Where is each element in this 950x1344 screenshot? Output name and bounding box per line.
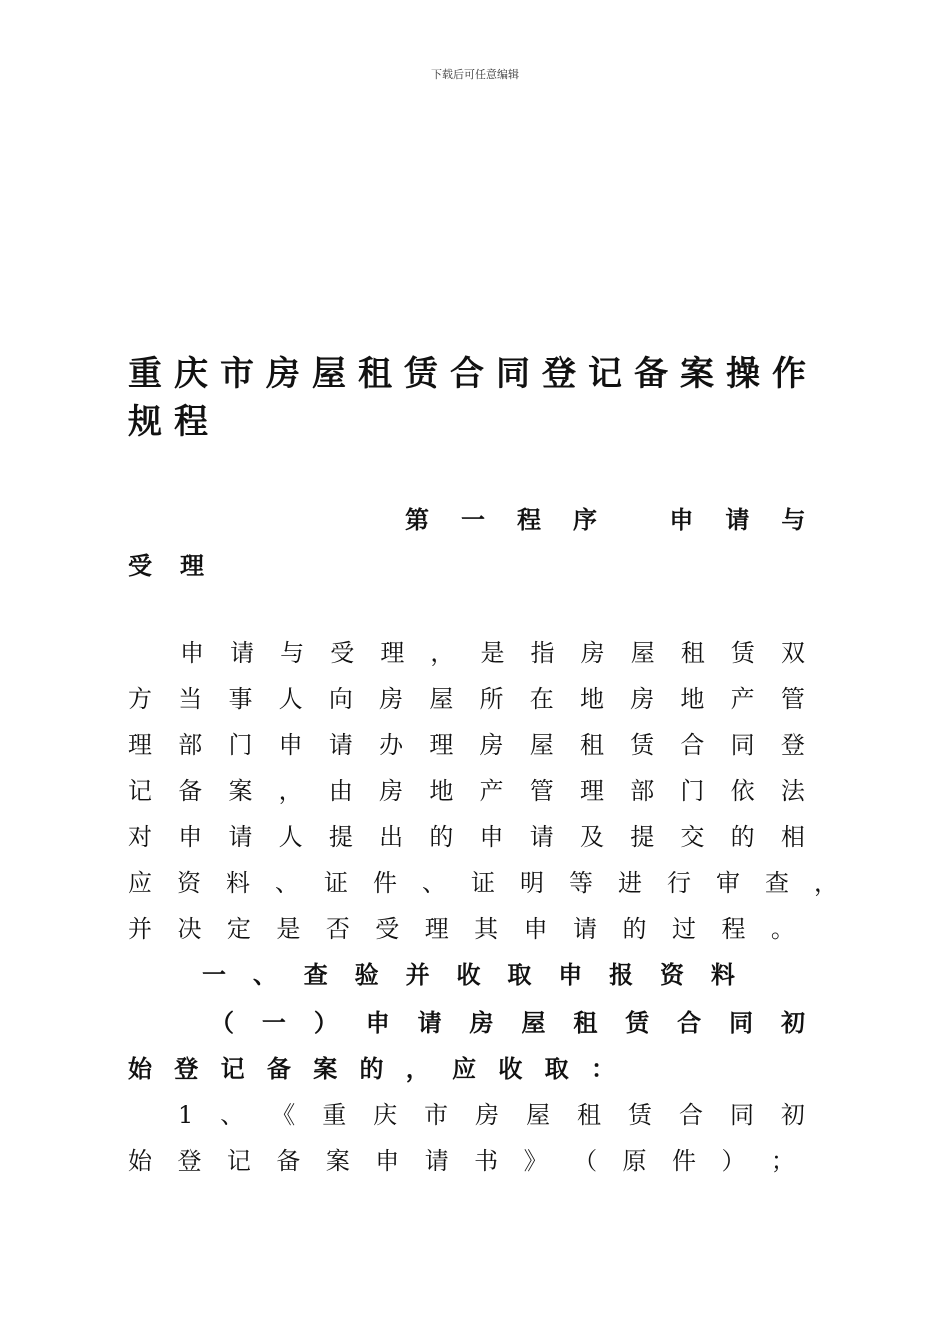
text-char: 庆 (373, 1101, 398, 1129)
text-char: 案 (228, 777, 253, 805)
text-char: 在 (529, 685, 554, 713)
text-char: 双 (780, 639, 805, 667)
text-char: 人 (278, 823, 303, 851)
text-char: 请 (417, 1008, 442, 1037)
text-char: 验 (354, 960, 379, 989)
text-char: 对 (128, 823, 152, 851)
text-char: 请 (573, 915, 598, 943)
text-char: 地 (680, 685, 705, 713)
text-char: 的 (622, 915, 647, 943)
text-char: 请 (230, 639, 255, 667)
text-char: 申 (278, 731, 303, 759)
text-char: 审 (716, 869, 740, 897)
text-char: 向 (328, 685, 353, 713)
text-char: 受 (330, 639, 355, 667)
text-char: 件 (373, 869, 397, 897)
subsection-heading (128, 1052, 615, 1086)
text-char: 取 (544, 1054, 569, 1083)
text-char: 理 (380, 639, 405, 667)
text-char: 屋 (429, 685, 454, 713)
text-char: 法 (780, 777, 805, 805)
text-char: 房 (479, 731, 504, 759)
text-char: 及 (579, 823, 604, 851)
text-char: 交 (680, 823, 705, 851)
text-char: 申 (523, 915, 548, 943)
text-char: 市 (424, 1101, 449, 1129)
text-char: 方 (128, 685, 152, 713)
paragraph-line (128, 728, 805, 762)
text-char: 门 (228, 731, 253, 759)
paragraph-line (180, 636, 805, 670)
text-char: 理 (128, 731, 152, 759)
text-char: 房 (379, 777, 404, 805)
text-char: 屋 (526, 1101, 551, 1129)
text-char: 屋 (630, 639, 655, 667)
text-char: ） (721, 1147, 746, 1175)
text-char: 门 (680, 777, 705, 805)
paragraph-line (128, 682, 805, 716)
text-char: 屋 (521, 1008, 546, 1037)
text-char: （ (210, 1008, 234, 1037)
text-char: 、 (422, 869, 446, 897)
text-char: 管 (529, 777, 554, 805)
text-char: 地 (579, 685, 604, 713)
text-char: 证 (324, 869, 348, 897)
text-char: 相 (780, 823, 805, 851)
text-char: 记 (220, 1054, 245, 1083)
text-char: 1 (178, 1101, 194, 1129)
text-char: 资 (177, 869, 201, 897)
list-item-line (128, 1144, 795, 1178)
page-header-note: 下载后可任意编辑 (431, 68, 519, 81)
text-char: 是 (480, 639, 505, 667)
text-char: 登 (177, 1147, 202, 1175)
text-char: 记 (128, 777, 152, 805)
text-char: 管 (780, 685, 805, 713)
text-char: 进 (618, 869, 642, 897)
text-char: 赁 (730, 639, 755, 667)
text-char: 料 (226, 869, 250, 897)
text-char: 申 (365, 1008, 390, 1037)
text-char: 请 (328, 731, 353, 759)
text-char: ： (590, 1054, 615, 1083)
subsection-heading (210, 1006, 805, 1040)
text-char: 应 (128, 869, 152, 897)
paragraph-line (128, 866, 838, 900)
text-char: 理 (424, 915, 449, 943)
text-char: 取 (507, 960, 532, 989)
text-char: 赁 (630, 731, 655, 759)
text-char: 行 (667, 869, 691, 897)
text-char: 请 (529, 823, 554, 851)
text-char: 请 (424, 1147, 449, 1175)
text-char: 房 (379, 685, 404, 713)
text-char: ， (430, 639, 455, 667)
text-char: 屋 (529, 731, 554, 759)
text-char: 、 (220, 1101, 245, 1129)
text-char: 资 (660, 960, 685, 989)
text-char: 记 (226, 1147, 251, 1175)
text-char: 等 (569, 869, 593, 897)
text-char: 报 (609, 960, 634, 989)
text-char: 申 (479, 823, 504, 851)
text-char: ， (278, 777, 303, 805)
chapter-heading-line1: 第一程序 申请与 (405, 505, 838, 534)
text-char: 。 (770, 915, 795, 943)
text-char: 所 (479, 685, 504, 713)
text-char: 与 (280, 639, 305, 667)
text-char: 申 (375, 1147, 400, 1175)
text-char: 登 (780, 731, 805, 759)
text-char: 房 (475, 1101, 500, 1129)
text-char: 证 (471, 869, 495, 897)
text-char: 申 (178, 823, 203, 851)
text-char: 收 (456, 960, 481, 989)
text-char: 备 (276, 1147, 301, 1175)
text-char: 初 (780, 1008, 805, 1037)
text-char: 合 (677, 1008, 702, 1037)
text-char: 的 (359, 1054, 384, 1083)
text-char: 的 (730, 823, 755, 851)
text-char: 登 (174, 1054, 199, 1083)
text-char: 出 (379, 823, 404, 851)
text-char: 房 (630, 685, 655, 713)
text-char: 决 (177, 915, 202, 943)
text-char: 同 (730, 731, 755, 759)
text-char: 理 (579, 777, 604, 805)
text-char: 部 (178, 731, 203, 759)
text-char: 并 (128, 915, 152, 943)
paragraph-line (128, 774, 805, 808)
text-char: 、 (275, 869, 299, 897)
text-char: 《 (271, 1101, 296, 1129)
text-char: 房 (469, 1008, 494, 1037)
text-char: 初 (780, 1101, 805, 1129)
text-char: 》 (523, 1147, 548, 1175)
text-char: 事 (228, 685, 253, 713)
text-char: 重 (322, 1101, 347, 1129)
text-char: 租 (577, 1101, 602, 1129)
text-char: 查 (765, 869, 789, 897)
text-char: 由 (328, 777, 353, 805)
paragraph-line (128, 820, 805, 854)
section-heading (202, 958, 735, 992)
text-char: 料 (710, 960, 735, 989)
text-char: 当 (178, 685, 203, 713)
text-char: 赁 (628, 1101, 652, 1129)
text-char: 赁 (625, 1008, 650, 1037)
list-item-line (178, 1098, 805, 1132)
text-char: 案 (313, 1054, 338, 1083)
text-char: 其 (474, 915, 499, 943)
text-char: 提 (630, 823, 655, 851)
text-char: 指 (530, 639, 555, 667)
text-char: 备 (178, 777, 203, 805)
document-title: 重庆市房屋租赁合同登记备案操作规程 (128, 354, 818, 442)
text-char: 件 (671, 1147, 696, 1175)
text-char: 否 (325, 915, 350, 943)
text-char: 人 (278, 685, 303, 713)
text-char: 书 (474, 1147, 499, 1175)
text-char: 查 (303, 960, 328, 989)
text-char: 的 (429, 823, 454, 851)
text-char: 应 (452, 1054, 477, 1083)
text-char: 一 (261, 1008, 286, 1037)
text-char: 租 (573, 1008, 598, 1037)
chapter-heading-line2: 受理 (128, 551, 232, 580)
text-char: 始 (128, 1147, 152, 1175)
text-char: 租 (579, 731, 604, 759)
text-char: 地 (429, 777, 454, 805)
text-char: 一 (202, 960, 226, 989)
text-char: 办 (379, 731, 404, 759)
text-char: 房 (580, 639, 605, 667)
text-char: 理 (429, 731, 454, 759)
text-char: 是 (276, 915, 301, 943)
text-char: 依 (730, 777, 755, 805)
text-char: 明 (520, 869, 544, 897)
text-char: 产 (479, 777, 504, 805)
text-char: ， (405, 1054, 430, 1083)
text-char: 合 (680, 731, 705, 759)
text-char: 原 (622, 1147, 647, 1175)
text-char: ） (313, 1008, 338, 1037)
paragraph-line (128, 912, 795, 946)
text-char: ， (814, 869, 838, 897)
text-char: 收 (498, 1054, 523, 1083)
text-char: （ (573, 1147, 598, 1175)
text-char: 并 (405, 960, 430, 989)
text-char: 同 (729, 1101, 754, 1129)
text-char: ； (770, 1147, 795, 1175)
text-char: 租 (680, 639, 705, 667)
text-char: 定 (226, 915, 251, 943)
text-char: 请 (228, 823, 253, 851)
text-char: 程 (721, 915, 746, 943)
text-char: 案 (325, 1147, 350, 1175)
text-char: 备 (266, 1054, 291, 1083)
text-char: 产 (730, 685, 755, 713)
text-char: 同 (729, 1008, 754, 1037)
text-char: 合 (678, 1101, 703, 1129)
text-char: 受 (375, 915, 400, 943)
text-char: 申 (558, 960, 583, 989)
text-char: 提 (328, 823, 353, 851)
text-char: 、 (252, 960, 277, 989)
text-char: 始 (128, 1054, 152, 1083)
text-char: 部 (630, 777, 655, 805)
text-char: 申 (180, 639, 204, 667)
text-char: 过 (671, 915, 696, 943)
